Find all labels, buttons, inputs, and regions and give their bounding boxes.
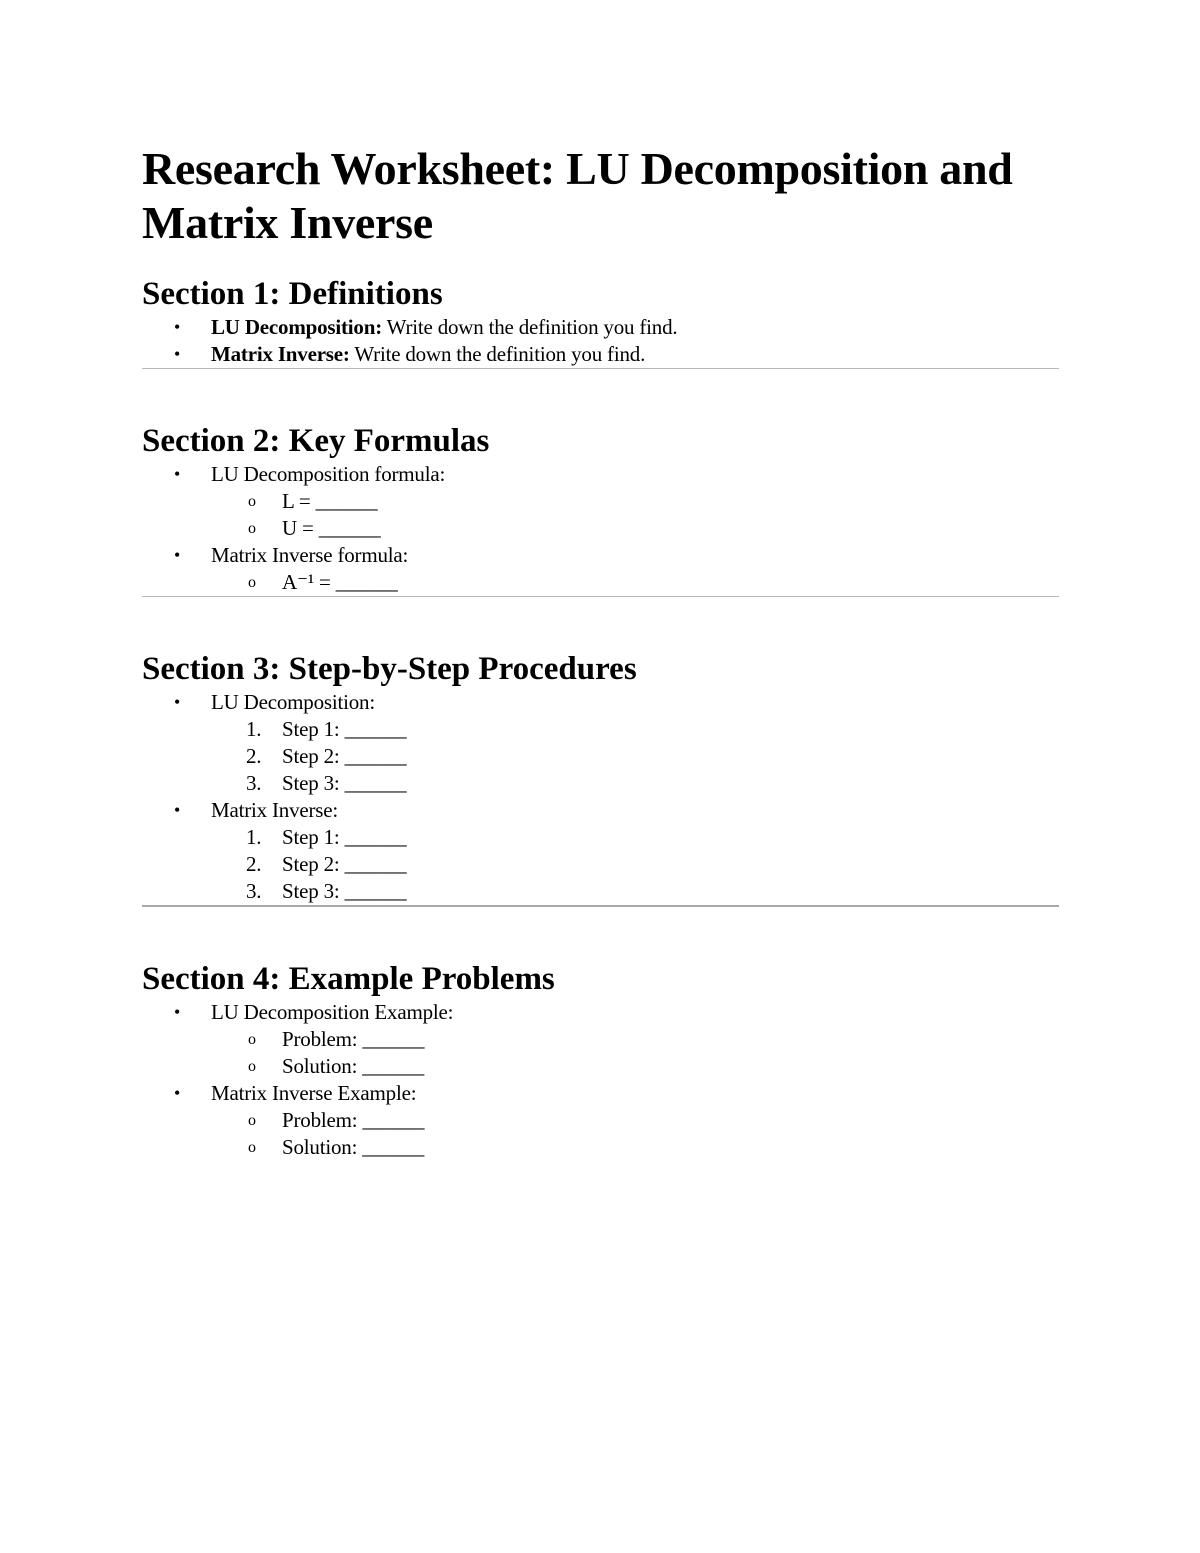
step-number: 1. <box>246 825 262 849</box>
definition-term: LU Decomposition: <box>211 315 383 339</box>
step-item <box>142 824 1059 851</box>
sub-bullet-marker: o <box>248 493 256 510</box>
bullet-marker: • <box>174 800 181 820</box>
step-item <box>142 851 1059 878</box>
list-item <box>142 1053 1059 1080</box>
example-sublist <box>211 1107 1059 1161</box>
section-divider <box>142 596 1059 597</box>
sub-bullet-marker: o <box>248 1139 256 1156</box>
step-number: 1. <box>246 717 262 741</box>
step-text: Step 1: ______ <box>282 717 407 741</box>
example-blank: Problem: ______ <box>282 1108 425 1132</box>
list-item <box>142 515 1059 542</box>
bullet-marker: • <box>174 317 181 337</box>
section-divider <box>142 368 1059 369</box>
step-text: Step 3: ______ <box>282 771 407 795</box>
formula-sublist <box>211 569 1059 596</box>
list-item <box>142 999 1059 1080</box>
step-item <box>142 716 1059 743</box>
bullet-marker: • <box>174 1083 181 1103</box>
list-item <box>142 689 1059 797</box>
example-sublist <box>211 1026 1059 1080</box>
formula-blank: A⁻¹ = ______ <box>282 570 398 594</box>
list-item <box>142 314 1059 341</box>
page-title: Research Worksheet: LU Decomposition and Matrix Inverse <box>142 143 1013 248</box>
step-text: Step 1: ______ <box>282 825 407 849</box>
steps-list <box>211 716 1059 797</box>
steps-list <box>211 824 1059 905</box>
list-item <box>142 488 1059 515</box>
examples-list <box>142 999 1059 1161</box>
definition-term: Matrix Inverse: <box>211 342 350 366</box>
bullet-marker: • <box>174 545 181 565</box>
formulas-list <box>142 461 1059 596</box>
step-item <box>142 878 1059 905</box>
list-item <box>142 1026 1059 1053</box>
bullet-marker: • <box>174 692 181 712</box>
step-text: Step 2: ______ <box>282 744 407 768</box>
step-number: 3. <box>246 771 262 795</box>
step-item <box>142 743 1059 770</box>
section-2-heading: Section 2: Key Formulas <box>142 423 490 459</box>
formula-label: Matrix Inverse formula: <box>211 543 409 567</box>
sub-bullet-marker: o <box>248 574 256 591</box>
procedure-label: Matrix Inverse: <box>211 798 339 822</box>
formula-label: LU Decomposition formula: <box>211 462 446 486</box>
sub-bullet-marker: o <box>248 1031 256 1048</box>
step-number: 2. <box>246 744 262 768</box>
procedure-label: LU Decomposition: <box>211 690 375 714</box>
list-item <box>142 1080 1059 1161</box>
list-item <box>142 1134 1059 1161</box>
sub-bullet-marker: o <box>248 1058 256 1075</box>
step-text: Step 2: ______ <box>282 852 407 876</box>
list-item <box>142 341 1059 368</box>
worksheet-page <box>142 0 1059 1161</box>
sub-bullet-marker: o <box>248 1112 256 1129</box>
section-divider <box>142 905 1059 907</box>
sub-bullet-marker: o <box>248 520 256 537</box>
list-item <box>142 1107 1059 1134</box>
example-label: LU Decomposition Example: <box>211 1000 454 1024</box>
formula-sublist <box>211 488 1059 542</box>
step-item <box>142 770 1059 797</box>
step-number: 2. <box>246 852 262 876</box>
list-item <box>142 542 1059 596</box>
bullet-marker: • <box>174 464 181 484</box>
list-item <box>142 461 1059 542</box>
example-label: Matrix Inverse Example: <box>211 1081 417 1105</box>
example-blank: Solution: ______ <box>282 1054 425 1078</box>
list-item <box>142 569 1059 596</box>
section-4-heading: Section 4: Example Problems <box>142 961 555 997</box>
section-3-heading: Section 3: Step-by-Step Procedures <box>142 651 637 687</box>
bullet-marker: • <box>174 1002 181 1022</box>
procedures-list <box>142 689 1059 905</box>
example-blank: Solution: ______ <box>282 1135 425 1159</box>
example-blank: Problem: ______ <box>282 1027 425 1051</box>
list-item <box>142 797 1059 905</box>
bullet-marker: • <box>174 344 181 364</box>
definition-text: Write down the definition you find. <box>349 342 646 366</box>
section-1-heading: Section 1: Definitions <box>142 276 443 312</box>
definition-text: Write down the definition you find. <box>382 315 678 339</box>
step-number: 3. <box>246 879 262 903</box>
step-text: Step 3: ______ <box>282 879 407 903</box>
formula-blank: L = ______ <box>282 489 378 513</box>
formula-blank: U = ______ <box>282 516 381 540</box>
definitions-list <box>142 314 1059 368</box>
